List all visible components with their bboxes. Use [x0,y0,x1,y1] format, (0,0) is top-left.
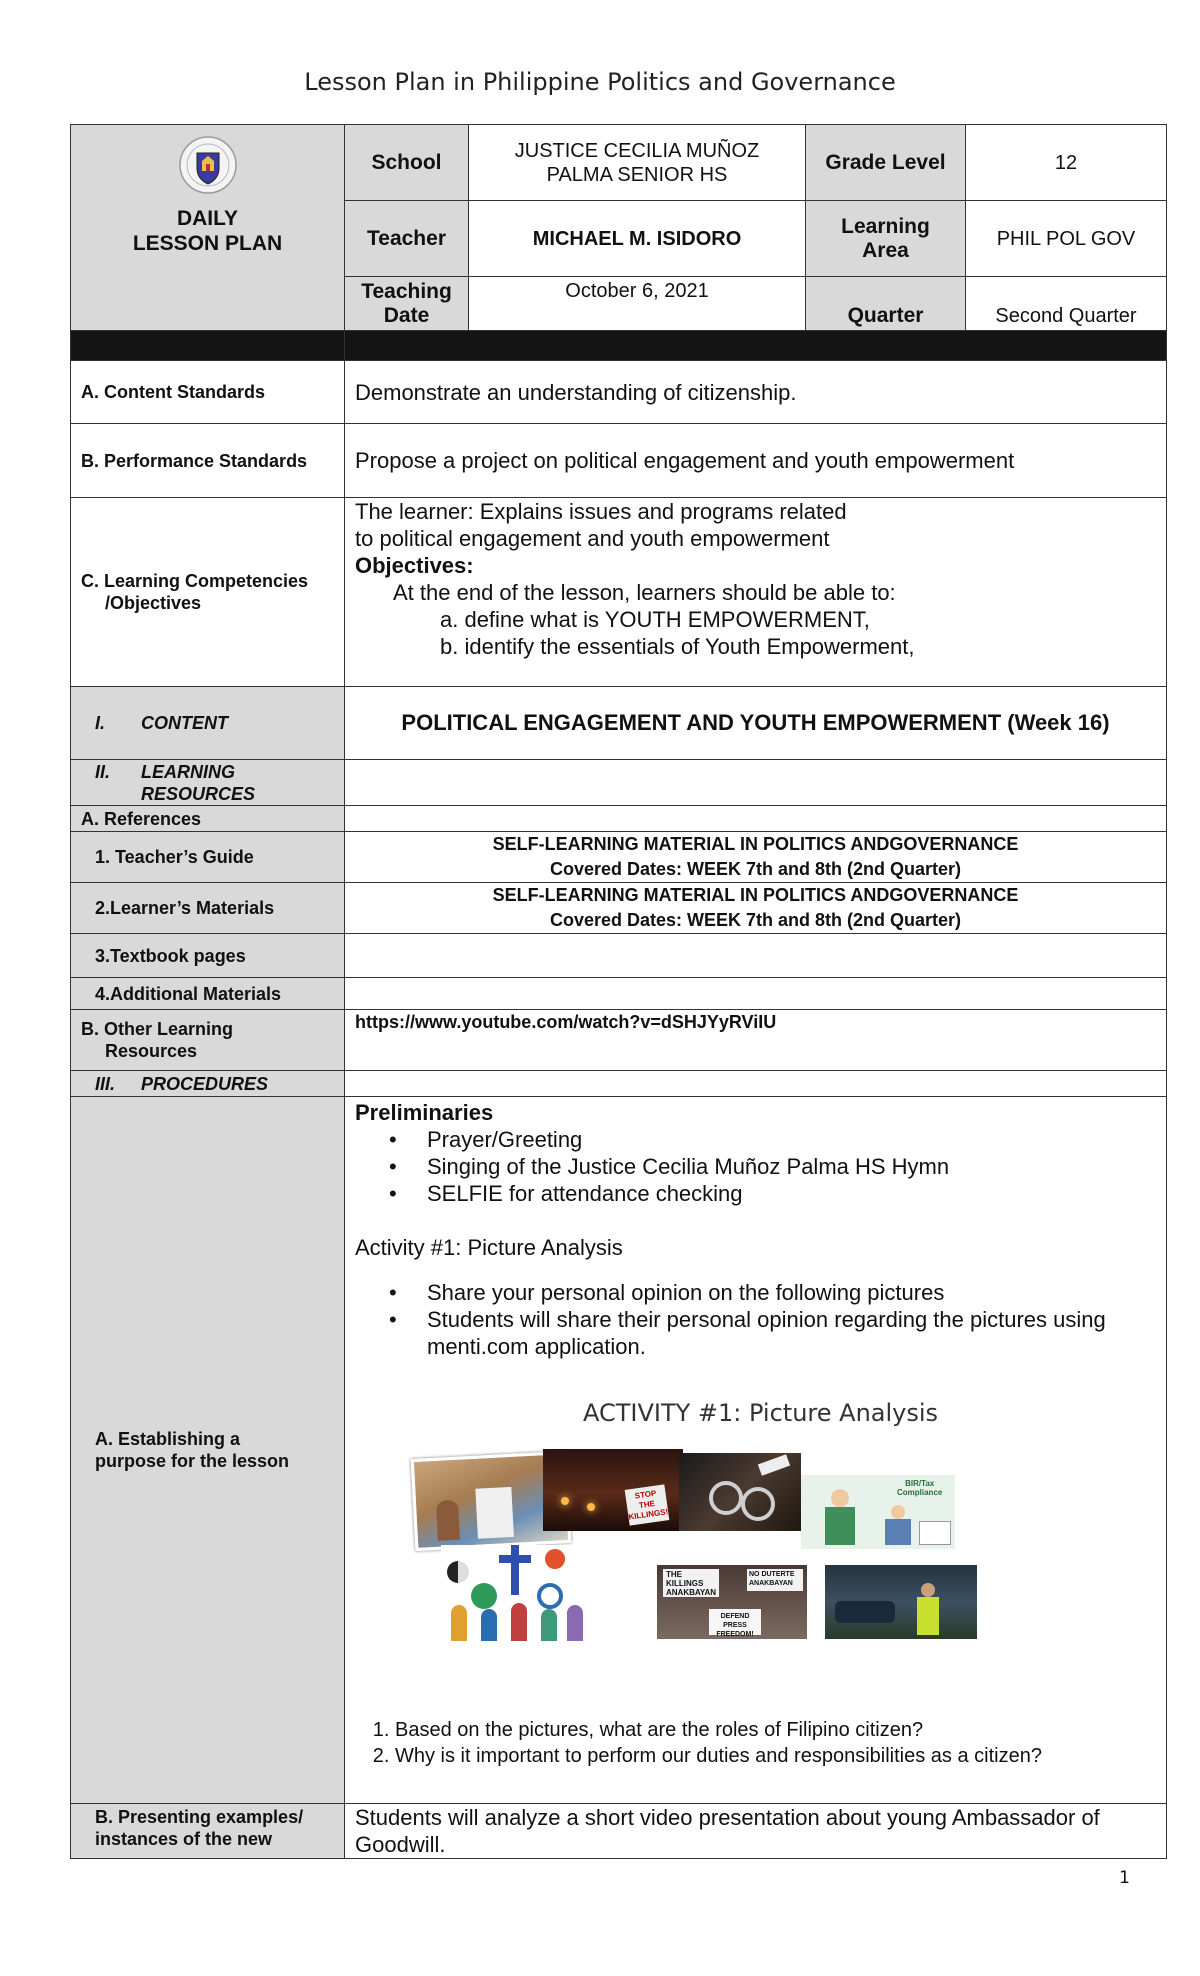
performance-standards-value: Propose a project on political engagement and youth empowerment [345,424,1167,498]
establishing-purpose-value [345,1097,1167,1804]
tax-compliance-illustration [801,1475,955,1549]
competencies-label [71,498,345,687]
establishing-purpose-label-line1: A. Establishing a [95,1429,241,1449]
additional-materials-row [71,978,1167,1010]
quarter-label: Quarter [806,277,966,331]
learning-area-value: PHIL POL GOV [966,201,1167,277]
learning-area-label-line2: Area [862,238,909,262]
tax-caption-line2: Compliance [897,1488,943,1497]
collage-heading: ACTIVITY #1: Picture Analysis [582,1399,939,1427]
presenting-examples-label-line2: instances of the new [95,1829,273,1849]
additional-materials-label: 4.Additional Materials [71,978,345,1010]
quarter-value: Second Quarter [966,277,1167,331]
activity-item: • Share your personal opinion on the following pictures [427,1279,1136,1306]
teachers-guide-label: 1. Teacher’s Guide [71,832,345,883]
performance-standards-row [71,424,1167,498]
presenting-examples-row [71,1804,1167,1859]
teaching-date-label-line2: Date [383,303,430,327]
content-row [71,687,1167,760]
religions-illustration [441,1545,591,1645]
protest-sign2-line2: ANAKBAYAN [749,1580,793,1587]
competencies-label-line2: /Objectives [105,593,202,613]
school-value-line2: PALMA SENIOR HS [546,163,728,186]
competencies-row [71,498,1167,687]
performance-standards-label: B. Performance Standards [71,424,345,498]
black-band-right [345,331,1167,361]
learning-resources-label [71,760,345,806]
competencies-label-line1: C. Learning Competencies [81,571,309,591]
teaching-date-label-line1: Teaching [361,279,452,303]
teachers-guide-line1: SELF-LEARNING MATERIAL IN POLITICS ANDGOVERNANCE [492,834,1019,854]
presenting-examples-label [71,1804,345,1859]
learners-materials-value [345,883,1167,934]
other-resources-label-line2: Resources [105,1041,198,1061]
content-standards-value: Demonstrate an understanding of citizenship. [345,361,1167,424]
dlp-header-cell [71,125,345,331]
stop-sign-line3: KILLINGS! [627,1507,669,1522]
objective-a: a. define what is YOUTH EMPOWERMENT, [440,607,870,632]
competency-line2: to political engagement and youth empowerment [355,526,830,551]
procedures-label [71,1071,345,1097]
protest-sign-killings [663,1569,719,1597]
activity-title: Activity #1: Picture Analysis [355,1235,623,1260]
stop-sign-line1: STOP [634,1488,657,1501]
other-resources-label [71,1010,345,1071]
question-item: 1. Based on the pictures, what are the roles of Filipino citizen? [395,1717,1166,1743]
learning-resources-value [345,760,1167,806]
learners-materials-line2: Covered Dates: WEEK 7th and 8th (2nd Quarter) [549,910,962,930]
objectives-intro: At the end of the lesson, learners should be able to: [393,580,896,605]
deped-seal-icon [178,135,238,195]
activity-item: • Students will share their personal opinion regarding the pictures using menti.com application. [427,1306,1136,1360]
handcuffs-photo [679,1453,801,1531]
learning-resources-row [71,760,1167,806]
content-label [71,687,345,760]
presenting-examples-label-line1: B. Presenting examples/ [95,1807,304,1827]
protest-sign-duterte [747,1569,803,1591]
references-label: A. References [71,806,345,832]
procedures-value [345,1071,1167,1097]
other-resources-link[interactable]: https://www.youtube.com/watch?v=dSHJYyRViIU [345,1010,1167,1071]
teacher-value: MICHAEL M. ISIDORO [469,201,806,277]
procedures-label-text: PROCEDURES [141,1073,269,1094]
black-band-left [71,331,345,361]
preliminaries-item: • Prayer/Greeting [427,1126,1166,1153]
learners-materials-label: 2.Learner’s Materials [71,883,345,934]
teachers-guide-line2: Covered Dates: WEEK 7th and 8th (2nd Quarter) [549,859,962,879]
teaching-date-label [345,277,469,331]
picture-collage [413,1449,1013,1679]
procedures-numeral: III. [95,1073,116,1094]
school-label: School [345,125,469,201]
preliminaries-item: • Singing of the Justice Cecilia Muñoz Palma HS Hymn [427,1153,1166,1180]
page-number: 1 [1119,1868,1130,1888]
black-band-row [71,331,1167,361]
teachers-guide-value [345,832,1167,883]
additional-materials-value [345,978,1167,1010]
defend-press-freedom-sign [709,1609,761,1638]
establishing-purpose-label-line2: purpose for the lesson [95,1451,290,1471]
lesson-plan-table [70,124,1167,1859]
learning-area-label [806,201,966,277]
presenting-examples-value: Students will analyze a short video presentation about young Ambassador of Goodwill. [345,1804,1167,1859]
references-row [71,806,1167,832]
header-row-school [71,125,1167,201]
press-sign-line1: DEFEND PRESS [720,1613,750,1629]
preliminaries-heading: Preliminaries [355,1100,494,1125]
press-freedom-protest-photo [657,1565,807,1639]
teachers-guide-row [71,832,1167,883]
page-title: Lesson Plan in Philippine Politics and Governance [304,68,896,96]
learners-materials-line1: SELF-LEARNING MATERIAL IN POLITICS ANDGOVERNANCE [492,885,1019,905]
establishing-purpose-row [71,1097,1167,1804]
candle-protest-photo [543,1449,683,1531]
other-resources-label-line1: B. Other Learning [81,1019,234,1039]
street-enforcer-photo [825,1565,977,1639]
dlp-title-line1: DAILY [176,207,239,230]
preliminaries-list [355,1126,1166,1207]
teaching-date-value: October 6, 2021 [469,277,806,331]
grade-level-label: Grade Level [806,125,966,201]
learning-area-label-line1: Learning [841,214,930,238]
content-label-text: CONTENT [141,713,228,733]
learning-resources-label-line1: LEARNING [141,761,235,782]
school-value-line1: JUSTICE CECILIA MUÑOZ [514,139,760,162]
teacher-label: Teacher [345,201,469,277]
protest-sign1-line1: THE [666,1570,682,1579]
learning-resources-numeral: II. [95,761,111,782]
activity-list [355,1279,1166,1360]
content-value: POLITICAL ENGAGEMENT AND YOUTH EMPOWERMENT (Week 16) [345,687,1167,760]
dlp-title-line2: LESSON PLAN [132,232,283,255]
stop-killings-sign [625,1484,670,1525]
references-value [345,806,1167,832]
grade-level-value: 12 [966,125,1167,201]
preliminaries-item: • SELFIE for attendance checking [427,1180,1166,1207]
objectives-heading: Objectives: [355,553,474,578]
discussion-questions [355,1717,1166,1769]
establishing-purpose-label [71,1097,345,1804]
protest-sign1-line3: ANAKBAYAN [666,1588,717,1597]
competencies-value [345,498,1167,687]
competency-line1: The learner: Explains issues and programs related [355,499,847,524]
textbook-row [71,934,1167,978]
school-value [469,125,806,201]
procedures-row [71,1071,1167,1097]
learners-materials-row [71,883,1167,934]
stop-sign-line2: THE [638,1498,656,1511]
objective-b: b. identify the essentials of Youth Empowerment, [440,634,915,659]
content-numeral: I. [95,713,106,733]
press-sign-line2: FREEDOM! [716,1631,754,1638]
content-standards-row [71,361,1167,424]
tax-compliance-caption [897,1479,942,1497]
textbook-value [345,934,1167,978]
other-resources-row [71,1010,1167,1071]
content-standards-label: A. Content Standards [71,361,345,424]
textbook-label: 3.Textbook pages [71,934,345,978]
learning-resources-label-line2: RESOURCES [141,783,256,804]
question-item: 2. Why is it important to perform our duties and responsibilities as a citizen? [395,1743,1166,1769]
protest-sign2-line1: NO DUTERTE [749,1571,795,1578]
tax-caption-line1: BIR/Tax [905,1479,935,1488]
protest-sign1-line2: KILLINGS [666,1579,704,1588]
